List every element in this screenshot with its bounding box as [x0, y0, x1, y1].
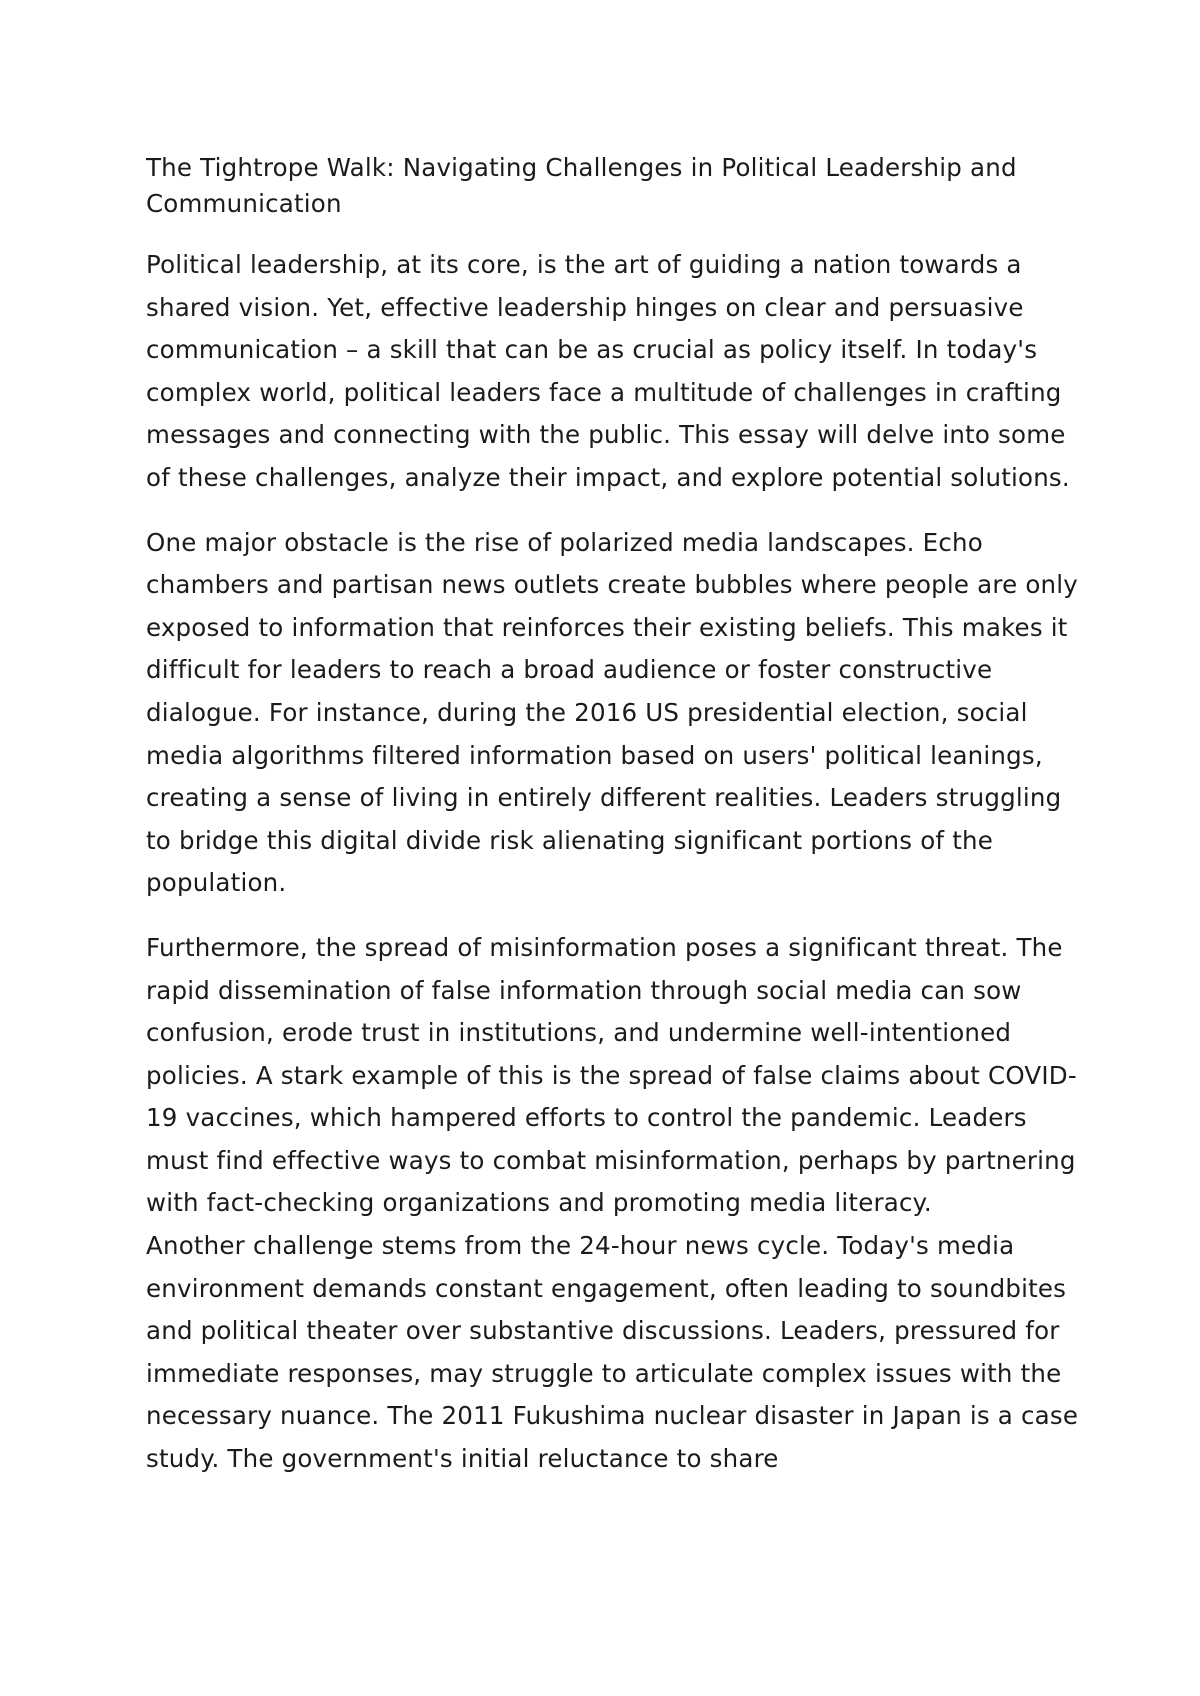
paragraph-polarized-media: One major obstacle is the rise of polarized media landscapes. Echo chambers and partisan news outlets create bubbles where people are only exposed to information that reinforces their existing beliefs. This makes it difficult for leaders to reach a broad audience or foster constructive dialogue. For instance, during the 2016 US presidential election, social media algorithms filtered information based on users' political leanings, creating a sense of living in entirely different realities. Leaders struggling to bridge this digital divide risk alienating significant portions of the population. — [146, 527, 1078, 898]
paragraph-news-cycle: Another challenge stems from the 24-hour news cycle. Today's media environment demands constant engagement, often leading to soundbites and political theater over substantive discussions. Leaders, pressured for immediate responses, may struggle to articulate complex issues with the necessary nuance. The 2011 Fukushima nuclear disaster in Japan is a case study. The government's initial reluctance to share — [146, 1231, 1079, 1474]
document-title: The Tightrope Walk: Navigating Challenges in Political Leadership and Communication — [146, 153, 1017, 218]
document-body — [146, 150, 1086, 1481]
paragraph-introduction: Political leadership, at its core, is the art of guiding a nation towards a shared vision. Yet, effective leadership hinges on clear and persuasive communication – a skill that can be as crucial as policy itself. In today's complex world, political leaders face a multitude of challenges in crafting messages and connecting with the public. This essay will delve into some of these challenges, analyze their impact, and explore potential solutions. — [146, 250, 1070, 492]
paragraph-misinformation: Furthermore, the spread of misinformation poses a significant threat. The rapid dissemination of false information through social media can sow confusion, erode trust in institutions, and undermine well-intentioned policies. A stark example of this is the spread of false claims about COVID-19 vaccines, which hampered efforts to control the pandemic. Leaders must find effective ways to combat misinformation, perhaps by partnering with fact-checking organizations and promoting media literacy. — [146, 932, 1077, 1218]
